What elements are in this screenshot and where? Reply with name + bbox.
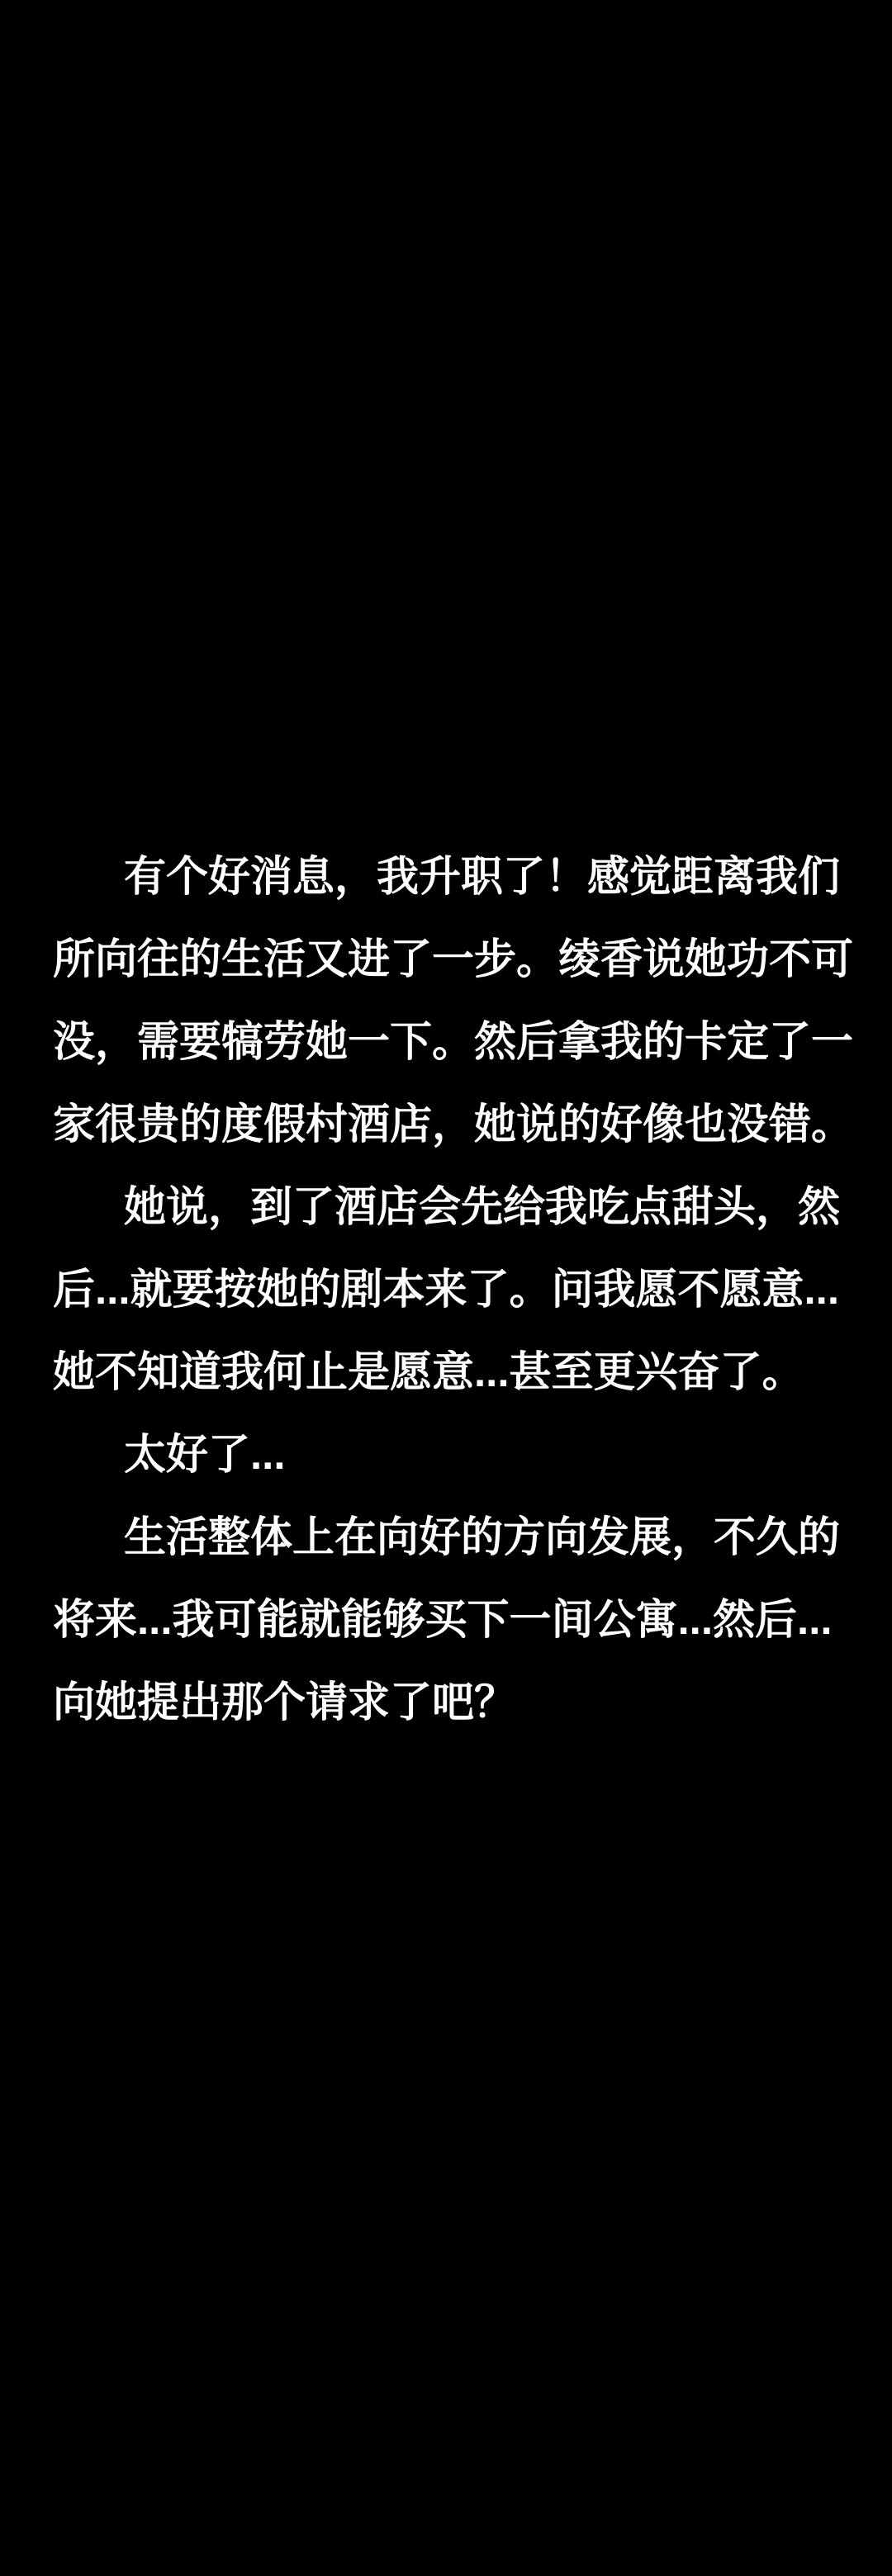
narration-line: 向她提出那个请求了吧？ [53,1679,517,1726]
narration-line: 家很贵的度假村酒店，她说的好像也没错。 [53,1101,854,1148]
narration-text-block [53,836,859,1744]
narration-line: 她不知道我何止是愿意...甚至更兴奋了。 [53,1348,804,1395]
narration-line: 有个好消息，我升职了！感觉距离我们 [124,853,841,900]
narration-line: 后...就要按她的剧本来了。问我愿不愿意... [53,1266,840,1313]
narration-line: 所向往的生活又进了一步。绫香说她功不可 [53,935,854,983]
narration-line: 生活整体上在向好的方向发展，不久的 [124,1513,841,1560]
narration-line: 她说，到了酒店会先给我吃点甜头，然 [124,1183,841,1230]
narration-line: 太好了... [124,1431,286,1478]
narration-line: 没，需要犒劳她一下。然后拿我的卡定了一 [53,1018,854,1065]
narration-line: 将来...我可能就能够买下一间公寓...然后... [53,1596,833,1643]
